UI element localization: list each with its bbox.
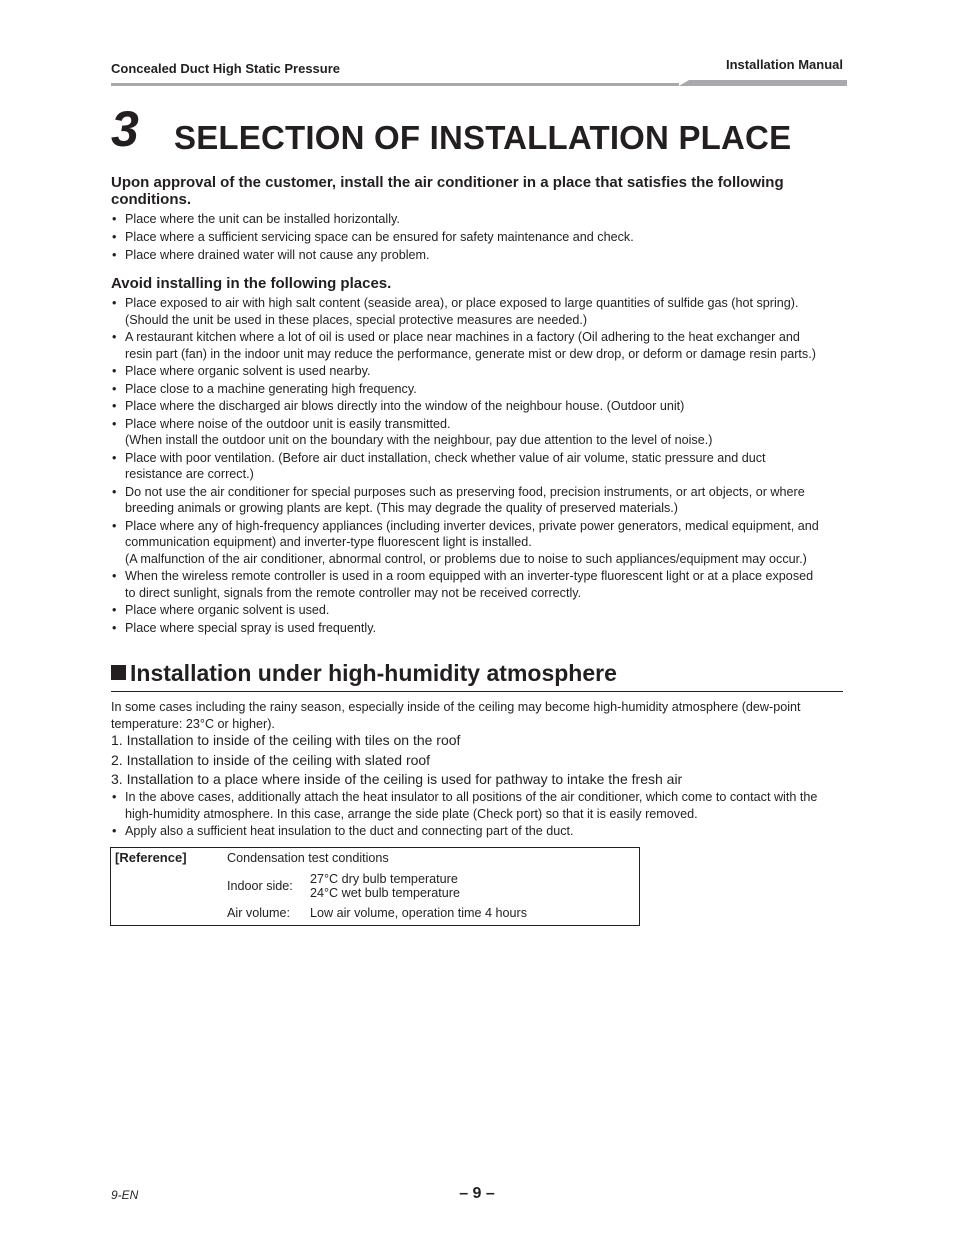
list-item: • Place where drained water will not cause any problem. xyxy=(111,247,851,264)
section-rule xyxy=(111,691,843,692)
list-item xyxy=(111,295,851,328)
reference-air-label: Air volume: xyxy=(227,906,290,920)
line-text: Place with poor ventilation. (Before air duct installation, check whether value of air volume, static pressure and duct xyxy=(125,450,766,465)
line-text: high-humidity atmosphere. In this case, arrange the side plate (Check port) so that it is easily removed. xyxy=(125,806,698,821)
intro-statement: Upon approval of the customer, install the air conditioner in a place that satisfies the following conditions. xyxy=(111,174,784,208)
line-text: temperature: 23°C or higher). xyxy=(111,716,275,731)
reference-label: [Reference] xyxy=(115,850,187,865)
reference-air-value: Low air volume, operation time 4 hours xyxy=(310,906,528,920)
header-document-title: Concealed Duct High Static Pressure xyxy=(111,61,341,76)
numbered-item: 1. Installation to inside of the ceiling with tiles on the roof xyxy=(111,732,461,748)
footer-page-number: – 9 – xyxy=(459,1185,495,1202)
numbered-item: 3. Installation to a place where inside of the ceiling is used for pathway to intake the fresh air xyxy=(111,771,683,787)
list-item xyxy=(111,484,851,517)
avoid-list xyxy=(111,295,851,637)
line-text: Place exposed to air with high salt content (seaside area), or place exposed to large quantities of sulfide gas (hot spring). xyxy=(125,296,799,310)
line-text: In the above cases, additionally attach the heat insulator to all positions of the air conditioner, which come to contact with the xyxy=(125,790,818,804)
section-title-text: Installation under high-humidity atmosphere xyxy=(130,660,617,686)
line-text: to direct sunlight, signals from the remote controller may not be received correctly. xyxy=(125,585,582,600)
reference-conditions-title: Condensation test conditions xyxy=(227,851,389,865)
line-text: A restaurant kitchen where a lot of oil is used or place near machines in a factory (Oil adhering to the heat exchanger and xyxy=(125,330,800,344)
header-bar xyxy=(111,80,847,87)
list-item xyxy=(111,398,851,415)
line-text: resistance are correct.) xyxy=(125,467,254,481)
chapter-number: 3 xyxy=(111,101,139,157)
list-item xyxy=(111,602,851,619)
line-text: Place where noise of the outdoor unit is easily transmitted. xyxy=(125,416,451,431)
humidity-paragraph xyxy=(111,699,851,732)
line-text: Place where any of high-frequency appliances (including inverter devices, private power generators, medical equipment, and xyxy=(125,518,819,533)
section-title xyxy=(111,660,617,687)
numbered-item: 2. Installation to inside of the ceiling with slated roof xyxy=(111,751,431,768)
line-text: Place where organic solvent is used nearby. xyxy=(125,364,371,378)
line-text: Place close to a machine generating high frequency. xyxy=(125,381,417,396)
line-text: Apply also a sufficient heat insulation to the duct and connecting part of the duct. xyxy=(125,824,574,838)
line-text: When the wireless remote controller is used in a room equipped with an inverter-type fluorescent light or at a place exposed xyxy=(125,569,814,583)
humidity-bullets xyxy=(111,789,851,841)
line-text: breeding animals or growing plants are kept. (This may degrade the quality of preserved materials.) xyxy=(125,501,678,515)
list-item: • Place where a sufficient servicing space can be ensured for safety maintenance and check. xyxy=(111,229,851,246)
list-item xyxy=(111,518,851,568)
numbered-list xyxy=(111,731,851,790)
footer-page-code: 9-EN xyxy=(111,1188,139,1202)
list-item xyxy=(111,329,851,362)
list-item xyxy=(111,450,851,483)
chapter-title: SELECTION OF INSTALLATION PLACE xyxy=(174,119,792,156)
line-text: communication equipment) and inverter-type fluorescent light is installed. xyxy=(125,535,532,549)
avoid-heading: Avoid installing in the following places. xyxy=(111,275,392,292)
line-text: resin part (fan) in the indoor unit may reduce the performance, generate mist or dew drop, or deform or damage resin parts.) xyxy=(125,346,816,361)
reference-indoor-wet: 24°C wet bulb temperature xyxy=(310,886,460,900)
conditions-list xyxy=(111,211,851,264)
line-text: Place where the discharged air blows directly into the window of the neighbour house. (Outdoor unit) xyxy=(125,399,685,413)
list-item xyxy=(111,823,851,840)
list-item xyxy=(111,381,851,398)
line-text: Place where special spray is used frequently. xyxy=(125,620,377,635)
list-item xyxy=(111,363,851,380)
list-item xyxy=(111,416,851,449)
list-item xyxy=(111,568,851,601)
black-square-icon xyxy=(111,665,126,680)
header-manual-title: Installation Manual xyxy=(725,57,843,72)
line-text: Place where organic solvent is used. xyxy=(125,603,330,617)
list-item xyxy=(111,789,851,822)
line-text: (A malfunction of the air conditioner, abnormal control, or problems due to noise to such appliances/equipment may occur.) xyxy=(125,551,807,566)
list-item xyxy=(111,620,851,637)
line-text: In some cases including the rainy season, especially inside of the ceiling may become high-humidity atmosphere (dew-point xyxy=(111,700,801,714)
line-text: (Should the unit be used in these places, special protective measures are needed.) xyxy=(125,312,588,327)
reference-indoor-label: Indoor side: xyxy=(227,879,293,893)
reference-indoor-dry: 27°C dry bulb temperature xyxy=(310,872,458,886)
line-text: (When install the outdoor unit on the boundary with the neighbour, pay due attention to the level of noise.) xyxy=(125,433,713,447)
line-text: Do not use the air conditioner for special purposes such as preserving food, precision instruments, or art objects, or where xyxy=(125,484,805,499)
list-item: • Place where the unit can be installed horizontally. xyxy=(111,211,851,228)
